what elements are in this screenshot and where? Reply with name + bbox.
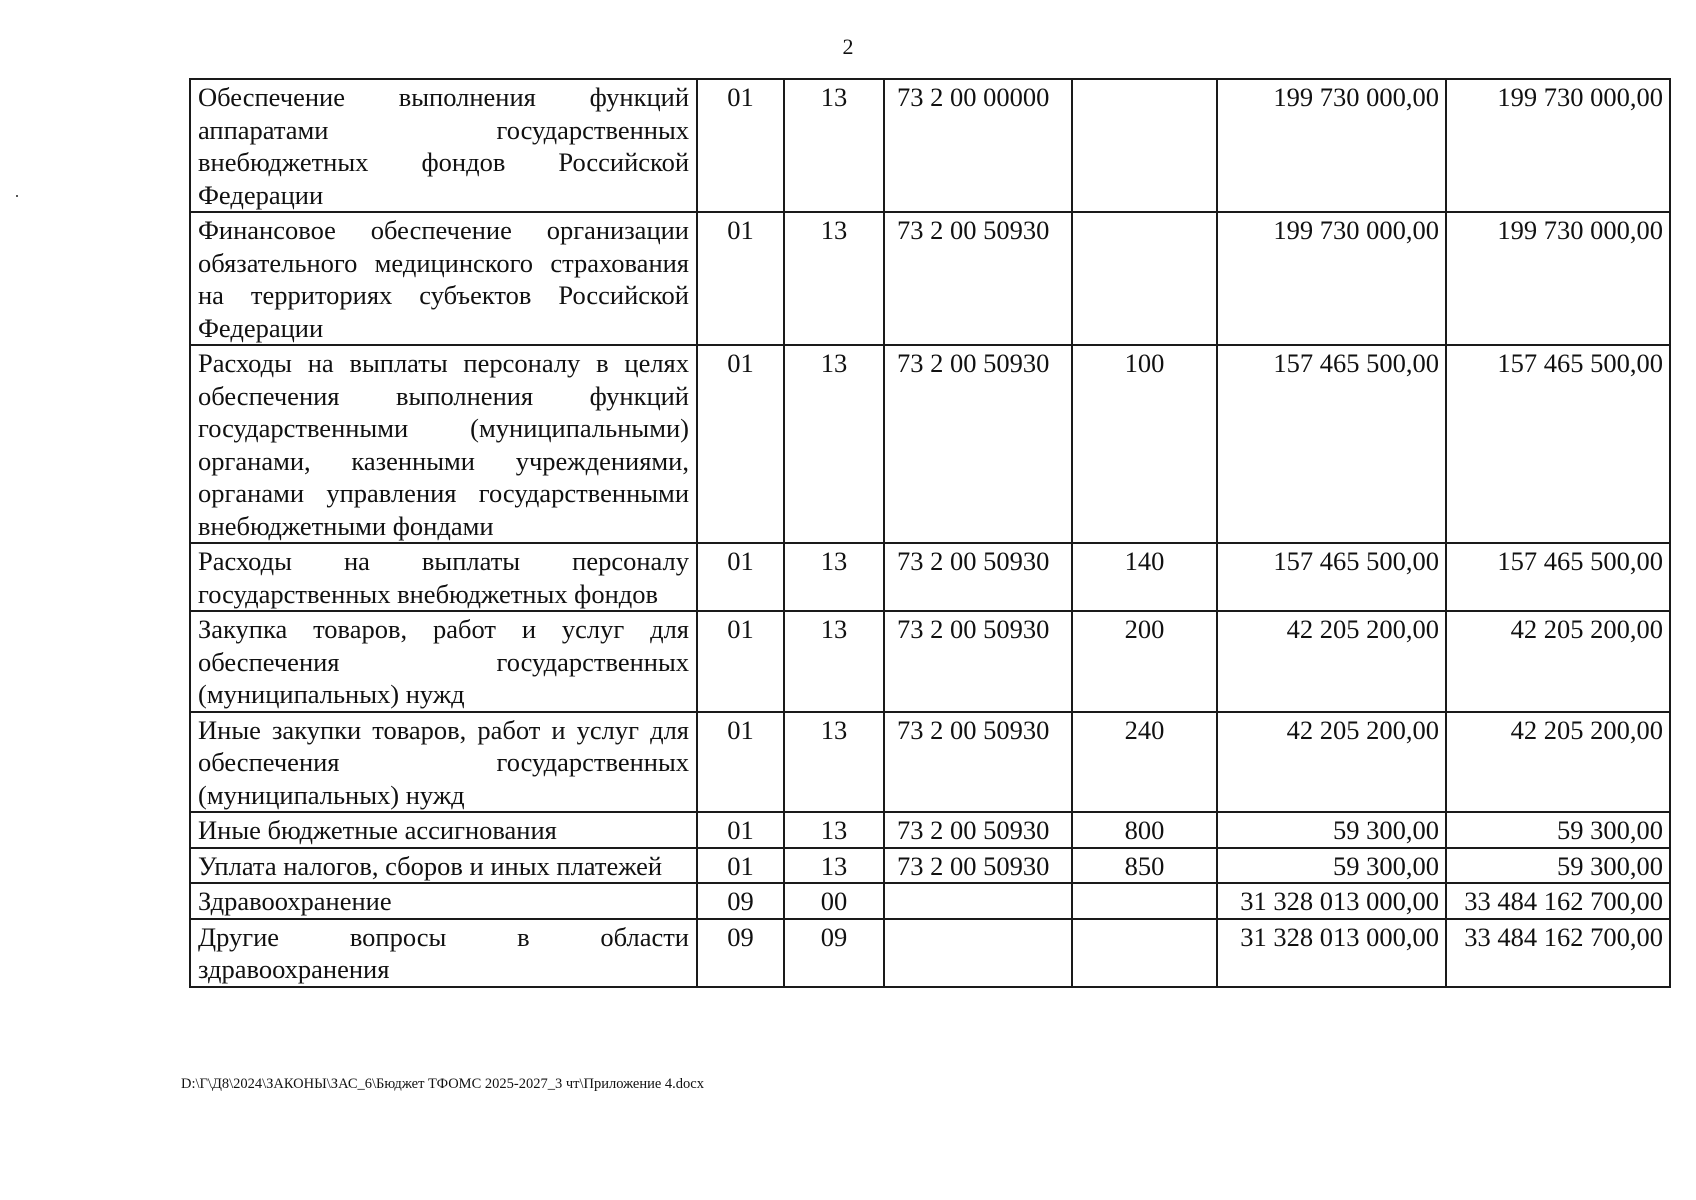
- expense-name-cell: Иные закупки товаров, работ и услуг для обеспечения государственных (муниципальных) нужд: [190, 712, 697, 813]
- target-article-cell: 73 2 00 50930: [884, 543, 1072, 611]
- expense-name-cell: Расходы на выплаты персоналу государственных внебюджетных фондов: [190, 543, 697, 611]
- subsection-code-cell: 13: [784, 543, 884, 611]
- table-row: [190, 611, 1670, 712]
- page-number: 2: [842, 34, 854, 59]
- target-article-cell: 73 2 00 50930: [884, 712, 1072, 813]
- table-row: [190, 812, 1670, 848]
- expense-type-cell: 140: [1072, 543, 1217, 611]
- expense-type-cell: [1072, 883, 1217, 919]
- expense-type-cell: [1072, 79, 1217, 212]
- table-row: [190, 919, 1670, 987]
- subsection-code-cell: 13: [784, 848, 884, 884]
- amount-year2-cell: 42 205 200,00: [1446, 712, 1670, 813]
- expense-name-cell: Здравоохранение: [190, 883, 697, 919]
- amount-year1-cell: 199 730 000,00: [1217, 79, 1446, 212]
- target-article-cell: [884, 883, 1072, 919]
- section-code-cell: 09: [697, 919, 784, 987]
- amount-year1-cell: 157 465 500,00: [1217, 543, 1446, 611]
- amount-year1-cell: 42 205 200,00: [1217, 611, 1446, 712]
- section-code-cell: 01: [697, 848, 784, 884]
- amount-year1-cell: 31 328 013 000,00: [1217, 919, 1446, 987]
- target-article-cell: 73 2 00 50930: [884, 611, 1072, 712]
- scan-speck: [16, 195, 18, 197]
- expense-type-cell: 850: [1072, 848, 1217, 884]
- amount-year1-cell: 199 730 000,00: [1217, 212, 1446, 345]
- subsection-code-cell: 13: [784, 611, 884, 712]
- target-article-cell: 73 2 00 00000: [884, 79, 1072, 212]
- table-row: [190, 543, 1670, 611]
- amount-year2-cell: 59 300,00: [1446, 812, 1670, 848]
- section-code-cell: 01: [697, 611, 784, 712]
- target-article-cell: 73 2 00 50930: [884, 848, 1072, 884]
- subsection-code-cell: 13: [784, 79, 884, 212]
- expense-name-cell: Закупка товаров, работ и услуг для обеспечения государственных (муниципальных) нужд: [190, 611, 697, 712]
- amount-year2-cell: 33 484 162 700,00: [1446, 883, 1670, 919]
- subsection-code-cell: 13: [784, 345, 884, 543]
- subsection-code-cell: 00: [784, 883, 884, 919]
- amount-year2-cell: 199 730 000,00: [1446, 212, 1670, 345]
- table-row: [190, 345, 1670, 543]
- target-article-cell: [884, 919, 1072, 987]
- subsection-code-cell: 13: [784, 812, 884, 848]
- amount-year1-cell: 31 328 013 000,00: [1217, 883, 1446, 919]
- budget-table: [189, 78, 1671, 988]
- section-code-cell: 01: [697, 812, 784, 848]
- expense-type-cell: [1072, 919, 1217, 987]
- amount-year1-cell: 157 465 500,00: [1217, 345, 1446, 543]
- amount-year1-cell: 42 205 200,00: [1217, 712, 1446, 813]
- expense-name-cell: Обеспечение выполнения функций аппаратами государственных внебюджетных фондов Российской Федерации: [190, 79, 697, 212]
- expense-type-cell: [1072, 212, 1217, 345]
- table-row: [190, 883, 1670, 919]
- expense-name-cell: Уплата налогов, сборов и иных платежей: [190, 848, 697, 884]
- section-code-cell: 01: [697, 712, 784, 813]
- target-article-cell: 73 2 00 50930: [884, 812, 1072, 848]
- section-code-cell: 09: [697, 883, 784, 919]
- expense-type-cell: 800: [1072, 812, 1217, 848]
- expense-name-cell: Другие вопросы в области здравоохранения: [190, 919, 697, 987]
- budget-table-body: [190, 79, 1670, 987]
- table-row: [190, 79, 1670, 212]
- amount-year2-cell: 33 484 162 700,00: [1446, 919, 1670, 987]
- amount-year2-cell: 157 465 500,00: [1446, 543, 1670, 611]
- subsection-code-cell: 09: [784, 919, 884, 987]
- amount-year1-cell: 59 300,00: [1217, 812, 1446, 848]
- expense-type-cell: 240: [1072, 712, 1217, 813]
- table-row: [190, 212, 1670, 345]
- target-article-cell: 73 2 00 50930: [884, 212, 1072, 345]
- expense-type-cell: 200: [1072, 611, 1217, 712]
- subsection-code-cell: 13: [784, 712, 884, 813]
- amount-year1-cell: 59 300,00: [1217, 848, 1446, 884]
- section-code-cell: 01: [697, 543, 784, 611]
- expense-name-cell: Иные бюджетные ассигнования: [190, 812, 697, 848]
- expense-type-cell: 100: [1072, 345, 1217, 543]
- subsection-code-cell: 13: [784, 212, 884, 345]
- table-row: [190, 712, 1670, 813]
- amount-year2-cell: 42 205 200,00: [1446, 611, 1670, 712]
- expense-name-cell: Финансовое обеспечение организации обязательного медицинского страхования на территориях субъектов Российской Федерации: [190, 212, 697, 345]
- section-code-cell: 01: [697, 79, 784, 212]
- expense-name-cell: Расходы на выплаты персоналу в целях обеспечения выполнения функций государственными (муниципальными) органами, казенными учреждениями, органами управления государственными внебюджетными фондами: [190, 345, 697, 543]
- amount-year2-cell: 59 300,00: [1446, 848, 1670, 884]
- amount-year2-cell: 157 465 500,00: [1446, 345, 1670, 543]
- section-code-cell: 01: [697, 212, 784, 345]
- amount-year2-cell: 199 730 000,00: [1446, 79, 1670, 212]
- table-row: [190, 848, 1670, 884]
- target-article-cell: 73 2 00 50930: [884, 345, 1072, 543]
- file-path-footer: D:\Г\Д8\2024\ЗАКОНЫ\ЗАС_6\Бюджет ТФОМС 2025-2027_3 чт\Приложение 4.docx: [181, 1076, 704, 1092]
- section-code-cell: 01: [697, 345, 784, 543]
